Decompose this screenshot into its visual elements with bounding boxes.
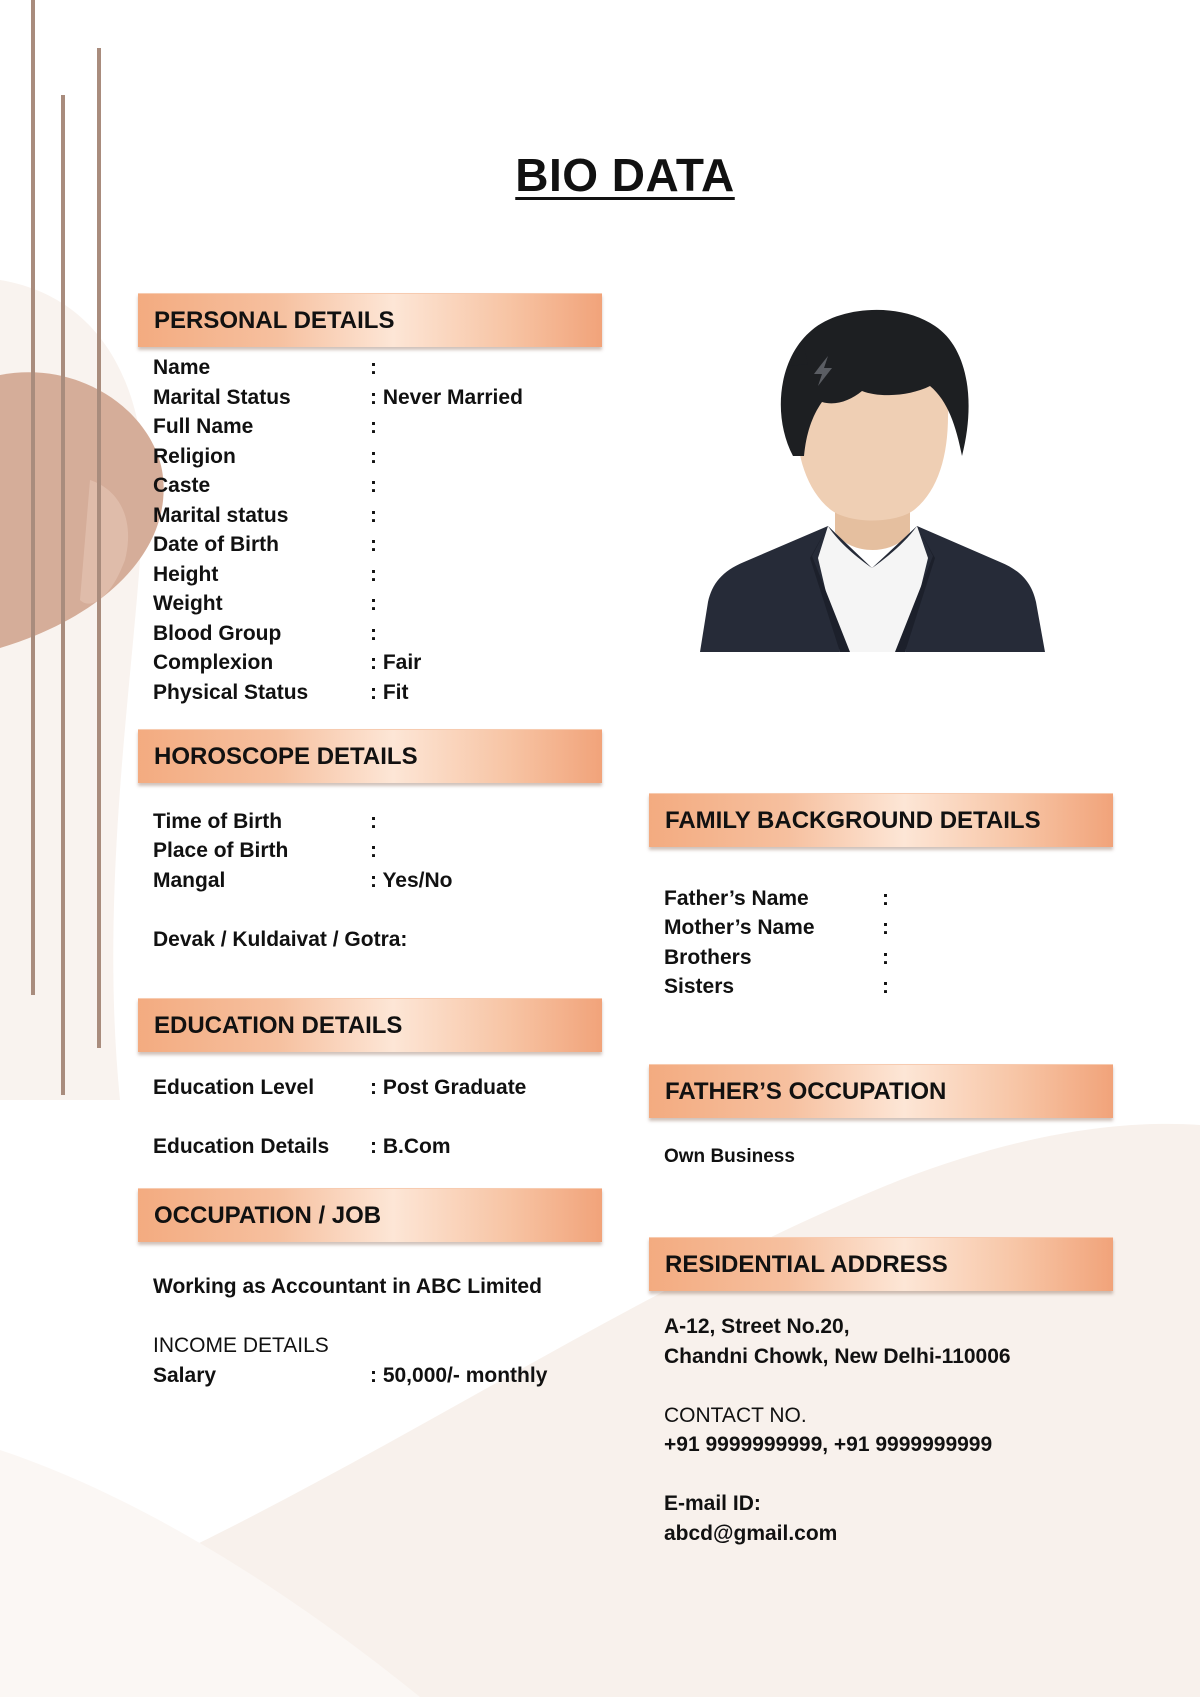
occupation-header: OCCUPATION / JOB	[138, 1188, 602, 1242]
row-value: :	[370, 356, 377, 379]
page-title: BIO DATA	[515, 149, 735, 201]
row-value: :	[370, 533, 377, 556]
income-details-heading: INCOME DETAILS	[153, 1334, 329, 1357]
row-label: Marital Status	[153, 386, 291, 409]
residential-address-header: RESIDENTIAL ADDRESS	[649, 1237, 1113, 1291]
row-label: Physical Status	[153, 681, 309, 704]
row-label: Marital status	[153, 504, 289, 527]
row-label: Weight	[153, 592, 223, 615]
row-value: :	[370, 592, 377, 615]
address-line-2: Chandni Chowk, New Delhi-110006	[664, 1345, 1011, 1368]
row-value: :	[370, 810, 377, 833]
row-value: :	[882, 916, 889, 939]
row-label: Education Level	[153, 1076, 315, 1099]
row-value: : Fair	[370, 651, 422, 674]
occupation-text: Working as Accountant in ABC Limited	[153, 1275, 542, 1298]
row-label: Sisters	[664, 975, 735, 998]
row-value: :	[882, 975, 889, 998]
row-label: Brothers	[664, 946, 752, 969]
row-value: :	[370, 504, 377, 527]
row-label: Father’s Name	[664, 887, 809, 910]
father-occupation-text: Own Business	[664, 1146, 795, 1167]
row-value: :	[370, 563, 377, 586]
row-label: Salary	[153, 1364, 217, 1387]
row-label: Mother’s Name	[664, 916, 815, 939]
father-occupation-header: FATHER’S OCCUPATION	[649, 1064, 1113, 1118]
decorative-line-2	[61, 95, 65, 1095]
row-value: :	[370, 415, 377, 438]
row-value: : Fit	[370, 681, 409, 704]
horoscope-details-header: HOROSCOPE DETAILS	[138, 729, 602, 783]
row-label: Time of Birth	[153, 810, 283, 833]
row-label: Date of Birth	[153, 533, 279, 556]
row-value: : B.Com	[370, 1135, 451, 1158]
address-line-1: A-12, Street No.20,	[664, 1315, 850, 1338]
row-label: Place of Birth	[153, 839, 289, 862]
row-value: :	[370, 445, 377, 468]
row-value: :	[370, 622, 377, 645]
contact-label: CONTACT NO.	[664, 1404, 807, 1427]
email-value: abcd@gmail.com	[664, 1522, 838, 1545]
left-blob	[0, 372, 164, 648]
row-label: Complexion	[153, 651, 274, 674]
row-value: : Post Graduate	[370, 1076, 527, 1099]
row-value: :	[882, 887, 889, 910]
row-label: Education Details	[153, 1135, 330, 1158]
row-value: :	[882, 946, 889, 969]
row-label: Height	[153, 563, 219, 586]
row-label: Mangal	[153, 869, 226, 892]
personal-details-header: PERSONAL DETAILS	[138, 293, 602, 347]
row-value: : 50,000/- monthly	[370, 1364, 548, 1387]
email-label: E-mail ID:	[664, 1492, 761, 1515]
row-value: : Never Married	[370, 386, 523, 409]
family-background-header: FAMILY BACKGROUND DETAILS	[649, 793, 1113, 847]
person-avatar-icon	[700, 306, 1045, 652]
row-label: Full Name	[153, 415, 254, 438]
row-label: Name	[153, 356, 211, 379]
row-label: Religion	[153, 445, 236, 468]
row-label: Blood Group	[153, 622, 282, 645]
row-value: :	[370, 474, 377, 497]
education-details-header: EDUCATION DETAILS	[138, 998, 602, 1052]
row-value: :	[370, 839, 377, 862]
gotra-label: Devak / Kuldaivat / Gotra:	[153, 928, 408, 951]
row-value: : Yes/No	[370, 869, 453, 892]
row-label: Caste	[153, 474, 211, 497]
contact-value: +91 9999999999, +91 9999999999	[664, 1433, 993, 1456]
